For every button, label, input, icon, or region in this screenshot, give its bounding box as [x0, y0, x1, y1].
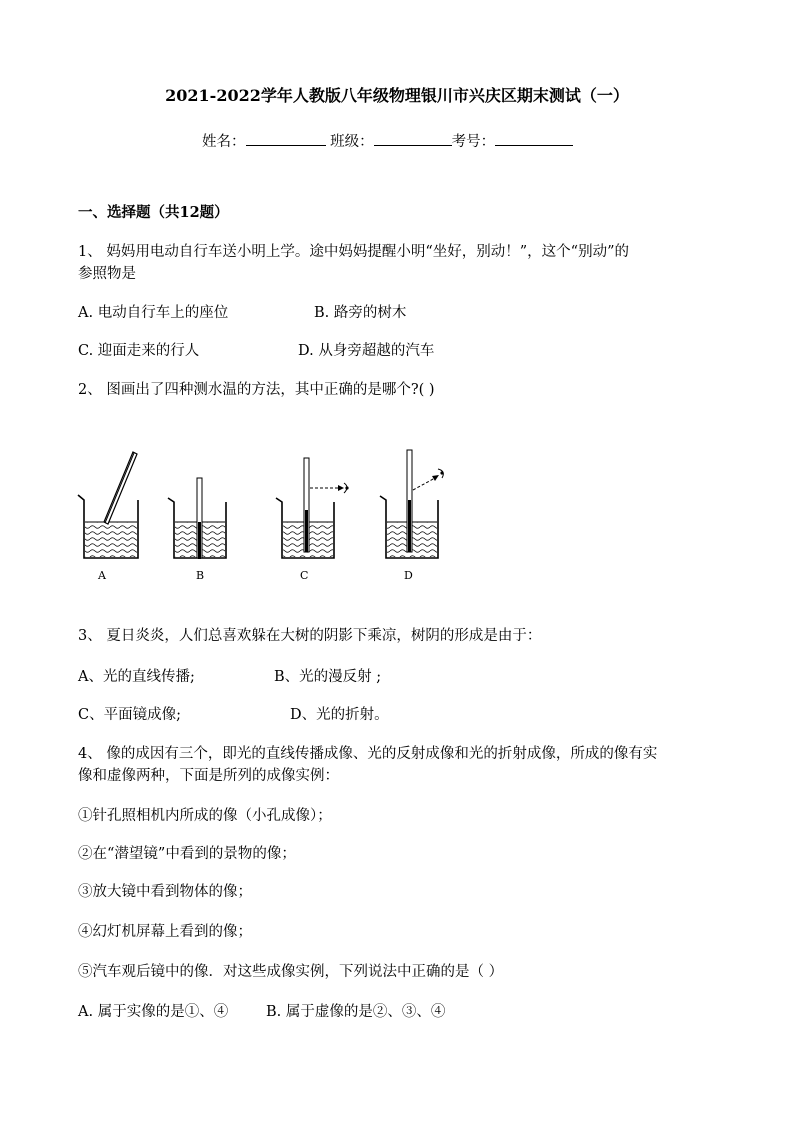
thermometer-figure: [70, 440, 460, 590]
beaker-d: [380, 450, 444, 558]
q1-option-b: B. 路旁的树木: [314, 305, 407, 321]
q1-stem-line1: 1、 妈妈用电动自行车送小明上学。途中妈妈提醒小明“坐好，别动！”，这个“别动”的: [78, 244, 629, 260]
figure-label-a: A: [98, 569, 106, 582]
q1-option-a: A. 电动自行车上的座位: [78, 305, 229, 321]
q4-item-3: ③放大镜中看到物体的像；: [78, 884, 252, 900]
eye-icon-d: [438, 469, 444, 478]
figure-label-d: D: [404, 569, 413, 582]
figure-label-c: C: [300, 569, 309, 582]
section-heading: 一、选择题（共12题）: [78, 204, 229, 221]
page-title: 2021-2022学年人教版八年级物理银川市兴庆区期末测试（一）: [165, 86, 629, 105]
q3-option-c: C、平面镜成像;: [78, 707, 181, 723]
q4-option-a: A. 属于实像的是①、④: [78, 1004, 229, 1020]
beaker-b: [168, 478, 226, 559]
q1-option-c: C. 迎面走来的行人: [78, 343, 200, 359]
q4-item-4: ④幻灯机屏幕上看到的像；: [78, 924, 252, 940]
q3-option-d: D、光的折射。: [290, 707, 389, 723]
name-label: 姓名：: [202, 134, 246, 150]
q4-option-b: B. 属于虚像的是②、③、④: [266, 1004, 446, 1020]
exam-no-blank[interactable]: [495, 130, 573, 146]
class-blank[interactable]: [374, 130, 452, 146]
eye-icon-c: [344, 483, 349, 493]
q4-stem-line1: 4、 像的成因有三个，即光的直线传播成像、光的反射成像和光的折射成像，所成的像有实: [78, 746, 658, 762]
q4-stem-line2: 像和虚像两种，下面是所列的成像实例：: [78, 768, 339, 784]
student-info-row: [202, 130, 573, 152]
exam-no-label: 考号：: [451, 134, 496, 150]
q4-item-2: ②在“潜望镜”中看到的景物的像；: [78, 846, 296, 862]
class-label: 班级：: [325, 134, 374, 150]
q2-stem: 2、 图画出了四种测水温的方法，其中正确的是哪个?( ): [78, 382, 435, 398]
beaker-a: [78, 452, 138, 558]
name-blank[interactable]: [246, 130, 326, 146]
q3-option-a: A、光的直线传播;: [78, 669, 195, 685]
q4-item-1: ①针孔照相机内所成的像（小孔成像）；: [78, 808, 332, 824]
q3-option-b: B、光的漫反射 ;: [274, 669, 382, 685]
beaker-c: [276, 458, 349, 558]
q1-option-d: D. 从身旁超越的汽车: [298, 343, 435, 359]
q3-stem: 3、 夏日炎炎，人们总喜欢躲在大树的阴影下乘凉，树阴的形成是由于：: [78, 628, 542, 644]
figure-label-b: B: [196, 569, 205, 582]
q4-item-5: ⑤汽车观后镜中的像．对这些成像实例，下列说法中正确的是（ ）: [78, 964, 504, 980]
q1-stem-line2: 参照物是: [78, 266, 136, 282]
